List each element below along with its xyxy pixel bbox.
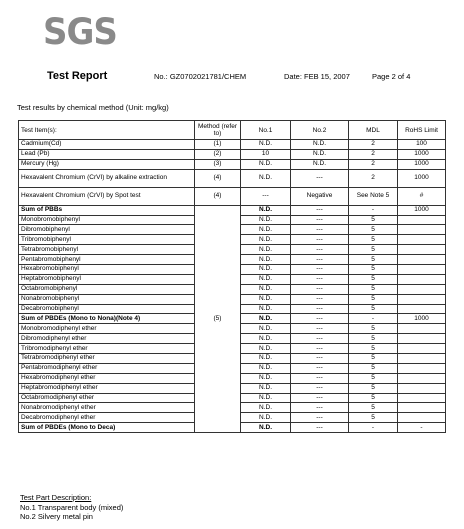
test-part-line: No.2 Silvery metal pin	[20, 512, 93, 521]
rohs-limit-cell: 100	[398, 140, 446, 150]
mdl-cell: 5	[349, 403, 398, 413]
mdl-cell: 5	[349, 245, 398, 255]
no2-result-cell: N.D.	[291, 140, 349, 150]
rohs-limit-cell	[398, 215, 446, 225]
no2-result-cell: ---	[291, 225, 349, 235]
no1-result-cell: N.D.	[241, 393, 291, 403]
no2-result-cell: ---	[291, 304, 349, 314]
no2-result-cell: ---	[291, 274, 349, 284]
no1-result-cell: N.D.	[241, 255, 291, 265]
mdl-cell: 5	[349, 294, 398, 304]
method-cell: (1)	[195, 140, 241, 150]
no2-result-cell: N.D.	[291, 149, 349, 159]
rohs-limit-cell	[398, 245, 446, 255]
test-item-cell: Hexabromodiphenyl ether	[19, 373, 195, 383]
no1-result-cell: N.D.	[241, 354, 291, 364]
no2-result-cell: ---	[291, 383, 349, 393]
no2-result-cell: N.D.	[291, 159, 349, 169]
header-no2: No.2	[291, 121, 349, 140]
no1-result-cell: N.D.	[241, 235, 291, 245]
table-row	[19, 140, 446, 150]
method-cell: (2)	[195, 149, 241, 159]
rohs-limit-cell	[398, 265, 446, 275]
mdl-cell: 5	[349, 334, 398, 344]
no1-result-cell: N.D.	[241, 304, 291, 314]
mdl-cell: 5	[349, 413, 398, 423]
no1-result-cell: N.D.	[241, 403, 291, 413]
test-item-cell: Octabromodiphenyl ether	[19, 393, 195, 403]
no2-result-cell: ---	[291, 344, 349, 354]
rohs-limit-cell	[398, 344, 446, 354]
mdl-cell: -	[349, 314, 398, 324]
rohs-limit-cell	[398, 284, 446, 294]
no2-result-cell: ---	[291, 403, 349, 413]
test-item-cell: Pentabromodiphenyl ether	[19, 363, 195, 373]
no1-result-cell: N.D.	[241, 159, 291, 169]
no1-result-cell: N.D.	[241, 140, 291, 150]
rohs-limit-cell	[398, 393, 446, 403]
table-row	[19, 169, 446, 187]
mdl-cell: 5	[349, 363, 398, 373]
no2-result-cell: ---	[291, 169, 349, 187]
mdl-cell: -	[349, 423, 398, 433]
header-method: Method (refer to)	[195, 121, 241, 140]
no2-result-cell: ---	[291, 235, 349, 245]
rohs-limit-cell: 1000	[398, 314, 446, 324]
rohs-limit-cell: 1000	[398, 205, 446, 215]
rohs-limit-cell	[398, 403, 446, 413]
no2-result-cell: ---	[291, 324, 349, 334]
mdl-cell: 2	[349, 140, 398, 150]
mdl-cell: 5	[349, 215, 398, 225]
mdl-cell: 2	[349, 149, 398, 159]
table-row	[19, 205, 446, 215]
test-item-cell: Heptabromobiphenyl	[19, 274, 195, 284]
rohs-limit-cell	[398, 363, 446, 373]
no2-result-cell: ---	[291, 354, 349, 364]
test-item-cell: Monobromodiphenyl ether	[19, 324, 195, 334]
table-row	[19, 149, 446, 159]
test-item-cell: Tribromodiphenyl ether	[19, 344, 195, 354]
mdl-cell: 5	[349, 265, 398, 275]
test-item-cell: Tetrabromodiphenyl ether	[19, 354, 195, 364]
no1-result-cell: N.D.	[241, 169, 291, 187]
mdl-cell: 2	[349, 159, 398, 169]
test-part-description-title: Test Part Description:	[20, 493, 92, 502]
rohs-limit-cell: 1000	[398, 159, 446, 169]
no1-result-cell: N.D.	[241, 363, 291, 373]
test-item-cell: Lead (Pb)	[19, 149, 195, 159]
rohs-limit-cell	[398, 304, 446, 314]
table-row	[19, 159, 446, 169]
header-rohs-limit: RoHS Limit	[398, 121, 446, 140]
no1-result-cell: N.D.	[241, 423, 291, 433]
no2-result-cell: ---	[291, 215, 349, 225]
mdl-cell: 2	[349, 169, 398, 187]
page-indicator: Page 2 of 4	[372, 72, 411, 81]
no1-result-cell: N.D.	[241, 383, 291, 393]
rohs-limit-cell	[398, 274, 446, 284]
no2-result-cell: ---	[291, 413, 349, 423]
rohs-limit-cell: #	[398, 187, 446, 205]
no2-result-cell: ---	[291, 373, 349, 383]
no1-result-cell: N.D.	[241, 324, 291, 334]
test-item-cell: Dibromodiphenyl ether	[19, 334, 195, 344]
header-mdl: MDL	[349, 121, 398, 140]
no1-result-cell: N.D.	[241, 245, 291, 255]
test-item-cell: Hexavalent Chromium (CrVI) by Spot test	[19, 187, 195, 205]
rohs-limit-cell	[398, 373, 446, 383]
results-intro: Test results by chemical method (Unit: mg/kg)	[17, 103, 169, 112]
rohs-limit-cell: 1000	[398, 169, 446, 187]
no1-result-cell: ---	[241, 187, 291, 205]
test-item-cell: Dibromobiphenyl	[19, 225, 195, 235]
rohs-limit-cell	[398, 354, 446, 364]
no1-result-cell: N.D.	[241, 314, 291, 324]
mdl-cell: 5	[349, 373, 398, 383]
method-cell: (4)	[195, 187, 241, 205]
mdl-cell: 5	[349, 393, 398, 403]
no1-result-cell: 10	[241, 149, 291, 159]
no1-result-cell: N.D.	[241, 265, 291, 275]
no2-result-cell: ---	[291, 205, 349, 215]
no1-result-cell: N.D.	[241, 344, 291, 354]
rohs-limit-cell: 1000	[398, 149, 446, 159]
results-table	[18, 120, 446, 433]
sgs-logo: SGS	[43, 10, 117, 54]
test-item-cell: Decabromodiphenyl ether	[19, 413, 195, 423]
report-number: No.: GZ0702021781/CHEM	[154, 72, 247, 81]
mdl-cell: 5	[349, 354, 398, 364]
test-item-cell: Hexavalent Chromium (CrVI) by alkaline extraction	[19, 169, 195, 187]
test-item-cell: Heptabromodiphenyl ether	[19, 383, 195, 393]
method-cell: (4)	[195, 169, 241, 187]
test-item-cell: Sum of PBBs	[19, 205, 195, 215]
no1-result-cell: N.D.	[241, 294, 291, 304]
no1-result-cell: N.D.	[241, 413, 291, 423]
rohs-limit-cell	[398, 255, 446, 265]
no2-result-cell: ---	[291, 334, 349, 344]
table-row	[19, 187, 446, 205]
no2-result-cell: ---	[291, 284, 349, 294]
no2-result-cell: Negative	[291, 187, 349, 205]
no2-result-cell: ---	[291, 294, 349, 304]
rohs-limit-cell: -	[398, 423, 446, 433]
mdl-cell: 5	[349, 304, 398, 314]
mdl-cell: See Note 5	[349, 187, 398, 205]
mdl-cell: 5	[349, 255, 398, 265]
header-no1: No.1	[241, 121, 291, 140]
test-item-cell: Monobromobiphenyl	[19, 215, 195, 225]
rohs-limit-cell	[398, 294, 446, 304]
test-item-cell: Octabromobiphenyl	[19, 284, 195, 294]
report-date: Date: FEB 15, 2007	[284, 72, 350, 81]
test-item-cell: Mercury (Hg)	[19, 159, 195, 169]
test-item-cell: Hexabromobiphenyl	[19, 265, 195, 275]
no2-result-cell: ---	[291, 245, 349, 255]
no1-result-cell: N.D.	[241, 373, 291, 383]
no2-result-cell: ---	[291, 423, 349, 433]
mdl-cell: 5	[349, 274, 398, 284]
test-item-cell: Tribromobiphenyl	[19, 235, 195, 245]
no1-result-cell: N.D.	[241, 274, 291, 284]
mdl-cell: 5	[349, 284, 398, 294]
test-item-cell: Sum of PBDEs (Mono to Deca)	[19, 423, 195, 433]
test-item-cell: Cadmium(Cd)	[19, 140, 195, 150]
rohs-limit-cell	[398, 324, 446, 334]
test-item-cell: Nonabromobiphenyl	[19, 294, 195, 304]
mdl-cell: 5	[349, 225, 398, 235]
mdl-cell: -	[349, 205, 398, 215]
no2-result-cell: ---	[291, 363, 349, 373]
mdl-cell: 5	[349, 344, 398, 354]
no2-result-cell: ---	[291, 265, 349, 275]
rohs-limit-cell	[398, 235, 446, 245]
table-header-row	[19, 121, 446, 140]
mdl-cell: 5	[349, 324, 398, 334]
no1-result-cell: N.D.	[241, 225, 291, 235]
method-merged-cell: (5)	[195, 205, 241, 432]
test-item-cell: Nonabromodiphenyl ether	[19, 403, 195, 413]
no2-result-cell: ---	[291, 393, 349, 403]
method-cell: (3)	[195, 159, 241, 169]
rohs-limit-cell	[398, 383, 446, 393]
test-part-line: No.1 Transparent body (mixed)	[20, 503, 124, 512]
no2-result-cell: ---	[291, 314, 349, 324]
no1-result-cell: N.D.	[241, 284, 291, 294]
no1-result-cell: N.D.	[241, 205, 291, 215]
rohs-limit-cell	[398, 225, 446, 235]
test-item-cell: Pentabromobiphenyl	[19, 255, 195, 265]
test-item-cell: Tetrabromobiphenyl	[19, 245, 195, 255]
no1-result-cell: N.D.	[241, 334, 291, 344]
report-title: Test Report	[47, 70, 108, 82]
test-item-cell: Decabromobiphenyl	[19, 304, 195, 314]
mdl-cell: 5	[349, 235, 398, 245]
mdl-cell: 5	[349, 383, 398, 393]
test-item-cell: Sum of PBDEs (Mono to Nona)(Note 4)	[19, 314, 195, 324]
rohs-limit-cell	[398, 413, 446, 423]
rohs-limit-cell	[398, 334, 446, 344]
no1-result-cell: N.D.	[241, 215, 291, 225]
header-test-item: Test Item(s):	[19, 121, 195, 140]
no2-result-cell: ---	[291, 255, 349, 265]
